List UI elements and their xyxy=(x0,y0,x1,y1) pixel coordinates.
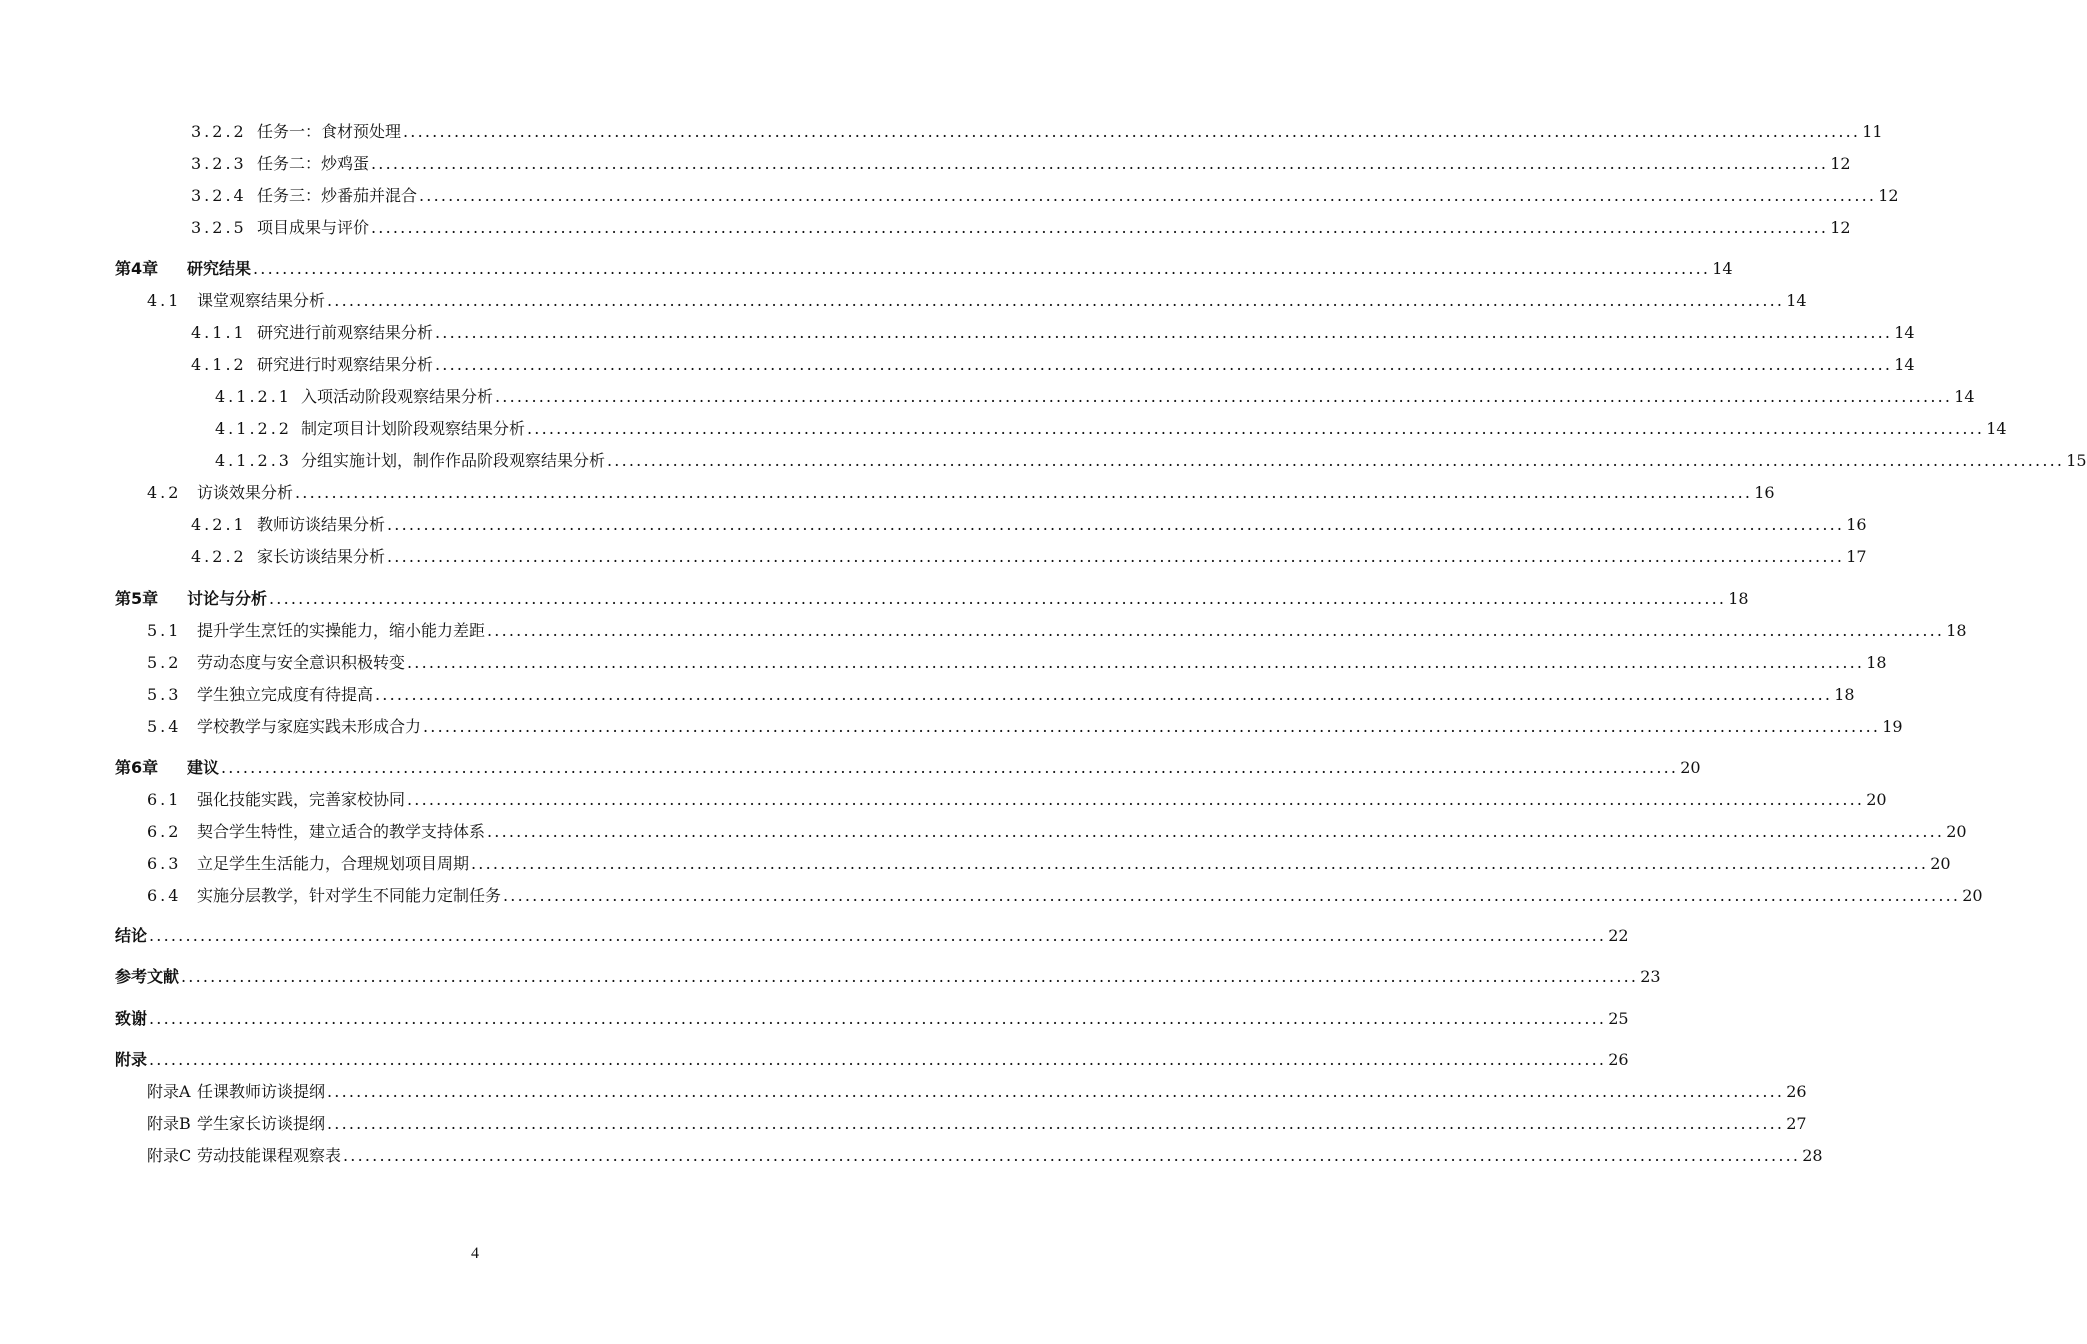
toc-entry-page: 28 xyxy=(1802,1146,1823,1165)
toc-entry-page: 18 xyxy=(1946,621,1967,640)
toc-entry[interactable] xyxy=(115,258,1733,280)
toc-entry-title: 学生独立完成度有待提高 xyxy=(197,685,374,704)
toc-entry-title: 研究进行前观察结果分析 xyxy=(257,323,434,342)
toc-entry[interactable] xyxy=(215,450,2087,472)
toc-entry-title: 学生家长访谈提纲 xyxy=(197,1114,326,1133)
toc-entry-title: 教师访谈结果分析 xyxy=(257,515,386,534)
toc-entry-number: 4.1 xyxy=(147,291,182,310)
toc-entry-number: 附录B xyxy=(147,1114,191,1133)
toc-entry[interactable] xyxy=(147,853,1951,875)
toc-entry-page: 16 xyxy=(1754,483,1775,502)
toc-entry-title: 强化技能实践，完善家校协同 xyxy=(197,790,406,809)
toc-entry-number: 4.1.2.2 xyxy=(215,419,292,438)
toc-entry-number: 第4章 xyxy=(115,259,159,278)
toc-entry[interactable] xyxy=(147,684,1855,706)
toc-entry-number: 5.4 xyxy=(147,717,182,736)
toc-entry-number: 5.2 xyxy=(147,653,182,672)
toc-entry-number: 6.4 xyxy=(147,886,182,905)
toc-entry-title: 家长访谈结果分析 xyxy=(257,547,386,566)
toc-entry[interactable] xyxy=(191,514,1867,536)
toc-entry-title: 劳动技能课程观察表 xyxy=(197,1146,342,1165)
toc-entry-page: 20 xyxy=(1946,822,1967,841)
toc-entry-number: 3.2.3 xyxy=(191,154,247,173)
toc-entry-page: 27 xyxy=(1786,1114,1807,1133)
dot-leader: ........................................................................................................................................................................................................ xyxy=(149,1009,1607,1028)
page-number: 4 xyxy=(471,1245,479,1262)
toc-entry-title: 实施分层教学，针对学生不同能力定制任务 xyxy=(197,886,502,905)
toc-entry[interactable] xyxy=(147,716,1903,738)
toc-entry-title: 契合学生特性，建立适合的教学支持体系 xyxy=(197,822,486,841)
toc-entry-page: 14 xyxy=(1954,387,1975,406)
toc-entry-title: 劳动态度与安全意识积极转变 xyxy=(197,653,406,672)
toc-entry-title: 课堂观察结果分析 xyxy=(197,291,326,310)
toc-entry-page: 14 xyxy=(1786,291,1807,310)
toc-entry[interactable] xyxy=(115,1049,1629,1071)
toc-entry-page: 16 xyxy=(1846,515,1867,534)
toc-entry[interactable] xyxy=(147,789,1887,811)
toc-entry-page: 12 xyxy=(1878,186,1899,205)
dot-leader: ........................................................................................................................................................................................................ xyxy=(495,387,1953,406)
toc-entry-number: 6.3 xyxy=(147,854,182,873)
toc-entry-page: 14 xyxy=(1986,419,2007,438)
toc-entry-page: 23 xyxy=(1640,967,1661,986)
toc-entry-page: 15 xyxy=(2066,451,2087,470)
toc-entry-page: 18 xyxy=(1728,589,1749,608)
toc-entry-title: 任务三：炒番茄并混合 xyxy=(257,186,418,205)
dot-leader: ........................................................................................................................................................................................................ xyxy=(371,154,1829,173)
toc-entry-title: 研究进行时观察结果分析 xyxy=(257,355,434,374)
toc-entry[interactable] xyxy=(191,121,1883,143)
toc-entry[interactable] xyxy=(191,185,1899,207)
dot-leader: ........................................................................................................................................................................................................ xyxy=(471,854,1929,873)
toc-entry-title: 访谈效果分析 xyxy=(197,483,294,502)
toc-entry-page: 19 xyxy=(1882,717,1903,736)
toc-entry-page: 11 xyxy=(1862,122,1883,141)
toc-entry-title: 入项活动阶段观察结果分析 xyxy=(301,387,494,406)
toc-entry-title: 制定项目计划阶段观察结果分析 xyxy=(301,419,526,438)
toc-entry-number: 3.2.2 xyxy=(191,122,247,141)
toc-entry-title: 项目成果与评价 xyxy=(257,218,370,237)
dot-leader: ........................................................................................................................................................................................................ xyxy=(343,1146,1801,1165)
toc-entry-number: 附录A xyxy=(147,1082,191,1101)
dot-leader: ........................................................................................................................................................................................................ xyxy=(487,822,1945,841)
toc-entry[interactable] xyxy=(147,885,1983,907)
toc-entry[interactable] xyxy=(115,966,1661,988)
dot-leader: ........................................................................................................................................................................................................ xyxy=(371,218,1829,237)
toc-entry-number: 4.2.2 xyxy=(191,547,247,566)
toc-entry-number: 3.2.4 xyxy=(191,186,247,205)
toc-entry-number: 4.1.1 xyxy=(191,323,247,342)
toc-entry[interactable] xyxy=(147,652,1887,674)
toc-entry[interactable] xyxy=(147,290,1807,312)
toc-entry-number: 4.1.2.3 xyxy=(215,451,292,470)
dot-leader: ........................................................................................................................................................................................................ xyxy=(327,1082,1785,1101)
toc-entry-title: 分组实施计划，制作作品阶段观察结果分析 xyxy=(301,451,606,470)
dot-leader: ........................................................................................................................................................................................................ xyxy=(503,886,1961,905)
toc-entry[interactable] xyxy=(147,482,1775,504)
toc-entry[interactable] xyxy=(215,418,2007,440)
toc-entry-page: 18 xyxy=(1866,653,1887,672)
dot-leader: ........................................................................................................................................................................................................ xyxy=(419,186,1877,205)
toc-entry-page: 20 xyxy=(1962,886,1983,905)
toc-entry[interactable] xyxy=(115,925,1629,947)
toc-entry[interactable] xyxy=(115,1008,1629,1030)
dot-leader: ........................................................................................................................................................................................................ xyxy=(269,589,1727,608)
toc-entry-page: 14 xyxy=(1894,355,1915,374)
toc-entry-number: 4.2 xyxy=(147,483,182,502)
toc-entry-title: 任务二：炒鸡蛋 xyxy=(257,154,370,173)
toc-entry-page: 20 xyxy=(1930,854,1951,873)
toc-entry-title: 任务一：食材预处理 xyxy=(257,122,402,141)
dot-leader: ........................................................................................................................................................................................................ xyxy=(149,1050,1607,1069)
toc-entry-number: 4.1.2 xyxy=(191,355,247,374)
toc-entry-number: 6.2 xyxy=(147,822,182,841)
toc-entry-page: 22 xyxy=(1608,926,1629,945)
toc-entry[interactable] xyxy=(147,620,1967,642)
toc-entry-title: 研究结果 xyxy=(187,259,252,278)
dot-leader: ........................................................................................................................................................................................................ xyxy=(607,451,2065,470)
toc-entry-number: 6.1 xyxy=(147,790,182,809)
toc-entry-page: 26 xyxy=(1608,1050,1629,1069)
toc-entry[interactable] xyxy=(191,217,1851,239)
dot-leader: ........................................................................................................................................................................................................ xyxy=(407,790,1865,809)
dot-leader: ........................................................................................................................................................................................................ xyxy=(221,758,1679,777)
toc-entry-number: 第6章 xyxy=(115,758,159,777)
toc-entry-page: 20 xyxy=(1866,790,1887,809)
toc-entry-title: 任课教师访谈提纲 xyxy=(197,1082,326,1101)
toc-entry[interactable] xyxy=(191,322,1915,344)
toc-entry-title: 立足学生生活能力，合理规划项目周期 xyxy=(197,854,470,873)
toc-entry-number: 5.3 xyxy=(147,685,182,704)
toc-entry-title: 致谢 xyxy=(115,1009,148,1028)
toc-entry-title: 结论 xyxy=(115,926,148,945)
toc-entry-title: 附录 xyxy=(115,1050,148,1069)
toc-entry[interactable] xyxy=(147,1113,1807,1135)
dot-leader: ........................................................................................................................................................................................................ xyxy=(327,1114,1785,1133)
dot-leader: ........................................................................................................................................................................................................ xyxy=(487,621,1945,640)
toc-entry[interactable] xyxy=(191,354,1915,376)
dot-leader: ........................................................................................................................................................................................................ xyxy=(527,419,1985,438)
toc-entry[interactable] xyxy=(147,1145,1823,1167)
toc-entry[interactable] xyxy=(147,1081,1807,1103)
toc-entry[interactable] xyxy=(215,386,1975,408)
toc-entry-number: 3.2.5 xyxy=(191,218,247,237)
toc-entry-page: 25 xyxy=(1608,1009,1629,1028)
toc-entry-title: 建议 xyxy=(187,758,220,777)
toc-entry[interactable] xyxy=(115,757,1701,779)
dot-leader: ........................................................................................................................................................................................................ xyxy=(387,547,1845,566)
toc-entry-page: 20 xyxy=(1680,758,1701,777)
toc-entry-page: 14 xyxy=(1894,323,1915,342)
dot-leader: ........................................................................................................................................................................................................ xyxy=(423,717,1881,736)
dot-leader: ........................................................................................................................................................................................................ xyxy=(149,926,1607,945)
toc-entry-page: 14 xyxy=(1712,259,1733,278)
toc-entry-title: 学校教学与家庭实践未形成合力 xyxy=(197,717,422,736)
toc-entry[interactable] xyxy=(115,588,1749,610)
dot-leader: ........................................................................................................................................................................................................ xyxy=(403,122,1861,141)
toc-entry-number: 4.2.1 xyxy=(191,515,247,534)
toc-entry-title: 参考文献 xyxy=(115,967,180,986)
dot-leader: ........................................................................................................................................................................................................ xyxy=(387,515,1845,534)
dot-leader: ........................................................................................................................................................................................................ xyxy=(407,653,1865,672)
dot-leader: ........................................................................................................................................................................................................ xyxy=(375,685,1833,704)
dot-leader: ........................................................................................................................................................................................................ xyxy=(327,291,1785,310)
toc-entry-title: 提升学生烹饪的实操能力，缩小能力差距 xyxy=(197,621,486,640)
toc-entry-number: 4.1.2.1 xyxy=(215,387,292,406)
toc-entry-title: 讨论与分析 xyxy=(187,589,268,608)
dot-leader: ........................................................................................................................................................................................................ xyxy=(181,967,1639,986)
toc-entry[interactable] xyxy=(191,546,1867,568)
toc-entry[interactable] xyxy=(147,821,1967,843)
dot-leader: ........................................................................................................................................................................................................ xyxy=(435,323,1893,342)
toc-entry-page: 17 xyxy=(1846,547,1867,566)
toc-entry[interactable] xyxy=(191,153,1851,175)
toc-entry-page: 12 xyxy=(1830,218,1851,237)
toc-entry-number: 5.1 xyxy=(147,621,182,640)
toc-entry-page: 26 xyxy=(1786,1082,1807,1101)
dot-leader: ........................................................................................................................................................................................................ xyxy=(295,483,1753,502)
dot-leader: ........................................................................................................................................................................................................ xyxy=(253,259,1711,278)
dot-leader: ........................................................................................................................................................................................................ xyxy=(435,355,1893,374)
toc-entry-page: 18 xyxy=(1834,685,1855,704)
toc-entry-number: 附录C xyxy=(147,1146,192,1165)
toc-entry-page: 12 xyxy=(1830,154,1851,173)
toc-entry-number: 第5章 xyxy=(115,589,159,608)
